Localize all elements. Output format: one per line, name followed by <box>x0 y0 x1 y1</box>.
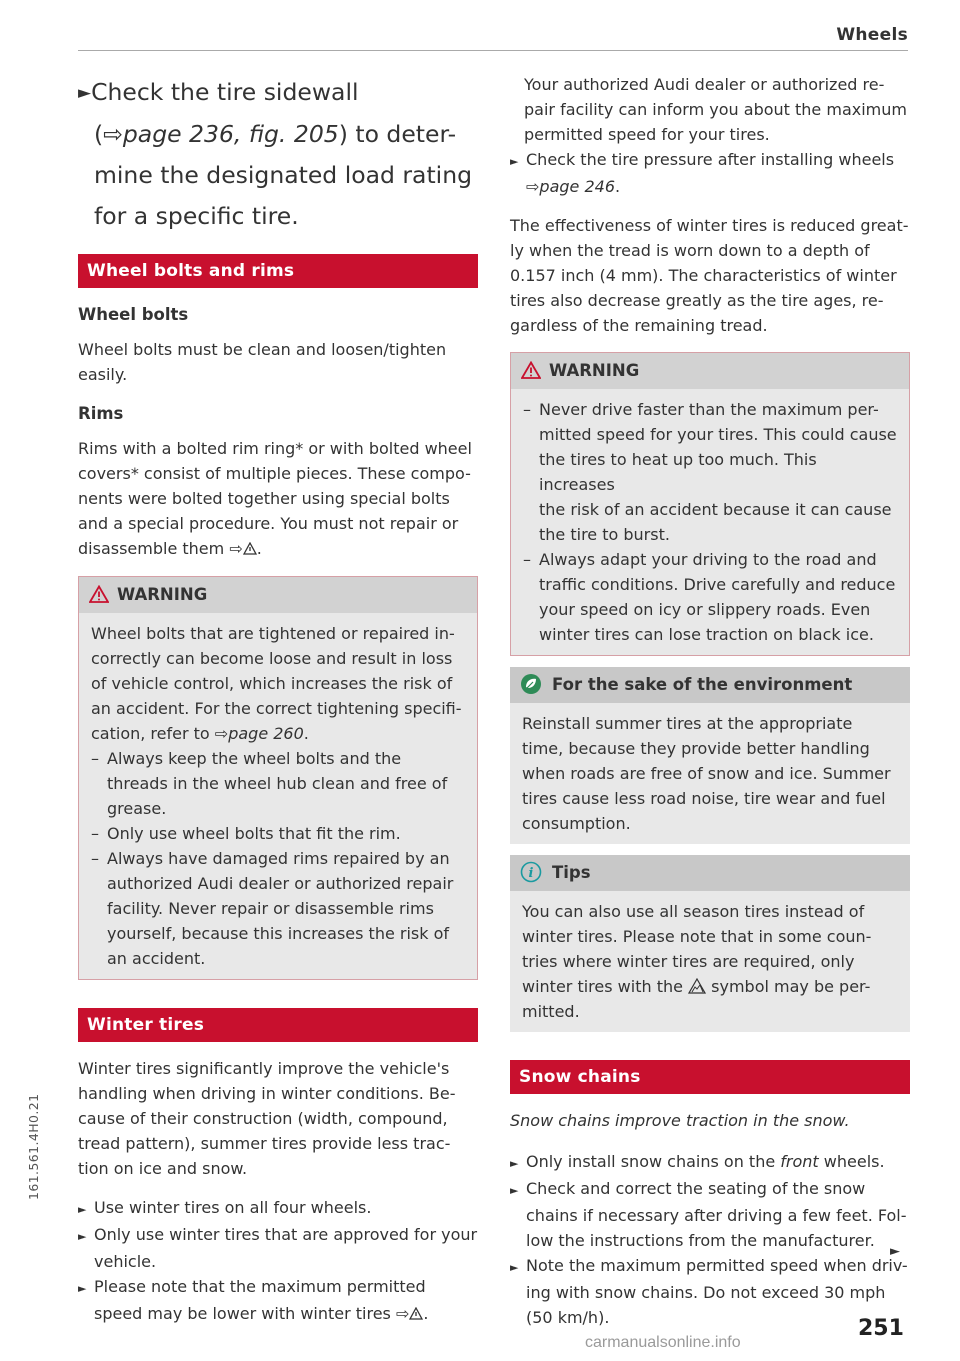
left-column: ►Check the tire sidewall (⇨page 236, fig. 205) to deter- mine the designated load rating for a specific tire. Wheel bolts and rims Wheel bolts Wheel bolts must be clean and loosen/tighten easily. Rims Rims with a bolted rim ring* or with bolted wheel covers* consist of multiple pieces. These compo- nents were bolted together using special bolts and a special procedure. You must not repair or disassemble them ⇨ . WARNING Wheel bolts that are tightened or repaired in- correctly can become loose and result in loss of vehicle control, which increases the risk of an accident. For the correct tightening specifi- cation, refer to ⇨page 260. – Always keep the wheel bolts and the threads in the wheel hub clean and free of grease. – Only use wheel bolts that fit the rim. – Always have damaged rims repaired by an authorized Audi dealer or authorized repair facility. Never repair or disassemble rims yourself, because this increases the risk of an accident. Winter tires Winter tires significantly improve the vehicle's handling when driving in winter conditions. Be- cause of their construction (width, compound, tread pattern), summer tires provide less trac- tion on ice and snow. ► Use winter tires on all four wheels. ► Only use winter tires that are approved for your vehicle. ► Please note that the maximum permitted speed may be lower with winter tires ⇨ . <box>78 72 478 1326</box>
list-item: – Never drive faster than the maximum per- <box>523 400 879 419</box>
page-ref-link[interactable]: page 246 <box>539 177 615 196</box>
page-ref-link[interactable]: page 236, fig. 205 <box>122 120 339 148</box>
environment-leaf-icon <box>520 673 542 695</box>
ref-arrow-icon: ⇨ <box>214 724 229 743</box>
list-item: ► Check and correct the seating of the snow <box>510 1176 910 1203</box>
ref-arrow-icon: ⇨ <box>395 1304 410 1323</box>
bullet-arrow-icon: ► <box>78 1203 87 1216</box>
warning-title: WARNING <box>117 585 208 604</box>
list-item: ► Check the tire pressure after installing wheels <box>510 147 910 174</box>
bullet-arrow-icon: ► <box>78 1230 87 1243</box>
watermark: carmanualsonline.info <box>585 1334 741 1351</box>
winter-tire-symbol-icon <box>688 978 706 994</box>
bullet-arrow-icon: ► <box>78 1282 87 1295</box>
winter-tires-text: Winter tires significantly improve the vehicle's handling when driving in winter conditions. Be- cause of their construction (width, compound, tread pattern), summer tires provide less trac- tion on ice and snow. <box>78 1059 456 1178</box>
winter-effect-text: The effectiveness of winter tires is reduced great- ly when the tread is worn down to a depth of 0.157 inch (4 mm). The characteristics of winter tires also decrease greatly as the tire ages, re- gardless of the remaining tread. <box>510 216 909 335</box>
warning-box-winter-tires: WARNING – Never drive faster than the maximum per- mitted speed for your tires. This could cause the tires to heat up too much. This increases the risk of an accident because it can cause the tire to burst. – Always adapt your driving to the road and traffic conditions. Drive carefully and reduce your speed on icy or slippery roads. Even winter tires can lose traction on black ice. <box>510 352 910 656</box>
winter-tires-bullets: ► Use winter tires on all four wheels. ► Only use winter tires that are approved for your vehicle. ► Please note that the maximum permitted speed may be lower with winter tires ⇨ . <box>78 1195 478 1326</box>
list-item: ► Please note that the maximum permitted <box>78 1274 478 1301</box>
warning-box-wheel-bolts: WARNING Wheel bolts that are tightened or repaired in- correctly can become loose and result in loss of vehicle control, which increases the risk of an accident. For the correct tightening specifi- cation, refer to ⇨page 260. – Always keep the wheel bolts and the threads in the wheel hub clean and free of grease. – Only use wheel bolts that fit the rim. – Always have damaged rims repaired by an authorized Audi dealer or authorized repair facility. Never repair or disassemble rims yourself, because this increases the risk of an accident. <box>78 576 478 980</box>
page-number: 251 <box>858 1316 904 1341</box>
list-item: – Always keep the wheel bolts and the <box>91 749 402 768</box>
list-item: ► Use winter tires on all four wheels. <box>78 1195 478 1222</box>
list-item: – Always adapt your driving to the road and <box>523 550 877 569</box>
section-title-winter-tires: Winter tires <box>78 1008 478 1042</box>
list-item: ► Note the maximum permitted speed when driv- <box>510 1253 910 1280</box>
section-title-snow-chains: Snow chains <box>510 1060 910 1094</box>
snow-chains-bullets: ► Only install snow chains on the front wheels. ► Check and correct the seating of the snow chains if necessary after driving a few feet. Fol- low the instructions from the manufacturer. ► Note the maximum permitted speed when driv- ing with snow chains. Do not exceed 30 mph (50 km/h). <box>510 1149 910 1330</box>
info-circle-icon <box>520 861 542 883</box>
environment-box: For the sake of the environment Reinstall summer tires at the appropriate time, because they provide better handling when roads are free of snow and ice. Summer tires cause less road noise, tire wear and fuel consumption. <box>510 667 910 844</box>
intro-instruction: ►Check the tire sidewall (⇨page 236, fig. 205) to deter- mine the designated load rating for a specific tire. <box>78 72 478 237</box>
intro-line-a: Check the tire sidewall <box>91 78 359 106</box>
svg-text:i: i <box>528 866 534 881</box>
warning-triangle-icon[interactable] <box>409 1307 423 1320</box>
list-item: ► Only use winter tires that are approved for your <box>78 1222 478 1249</box>
page-ref-link[interactable]: page 260 <box>228 724 304 743</box>
snow-chains-subtitle: Snow chains improve traction in the snow. <box>510 1111 850 1130</box>
ref-arrow-icon: ⇨ <box>103 120 123 148</box>
bullet-arrow-icon: ► <box>510 1157 519 1170</box>
tips-title: Tips <box>552 863 591 882</box>
warning-triangle-icon[interactable] <box>243 542 257 555</box>
ref-arrow-icon: ⇨ <box>229 539 243 558</box>
ref-arrow-icon: ⇨ <box>526 177 540 196</box>
continue-arrow-icon: ► <box>890 1244 900 1259</box>
bullet-arrow-icon: ► <box>78 83 92 103</box>
bullet-arrow-icon: ► <box>510 1261 519 1274</box>
environment-title: For the sake of the environment <box>552 675 853 694</box>
subheading-rims: Rims <box>78 404 124 423</box>
header-rule <box>78 50 908 51</box>
list-item: ► Only install snow chains on the front wheels. <box>510 1149 910 1176</box>
subheading-wheel-bolts: Wheel bolts <box>78 305 189 324</box>
header-title: Wheels <box>836 25 908 45</box>
intro-line-c: mine the designated load rating <box>94 161 473 189</box>
warning-triangle-icon <box>521 361 541 379</box>
intro-line-d: for a specific tire. <box>94 202 299 230</box>
warning-title: WARNING <box>549 361 640 380</box>
list-item: – Always have damaged rims repaired by an <box>91 849 450 868</box>
section-title-wheel-bolts-rims: Wheel bolts and rims <box>78 254 478 288</box>
bullet-arrow-icon: ► <box>510 155 519 168</box>
tips-box: i Tips You can also use all season tires instead of winter tires. Please note that in some coun- tries where winter tires are required, only winter tires with the symbol may be per- mitted. <box>510 855 910 1032</box>
warning-triangle-icon <box>89 585 109 603</box>
list-item: – Only use wheel bolts that fit the rim. <box>91 824 401 843</box>
right-column: Your authorized Audi dealer or authorized re- pair facility can inform you about the maximum permitted speed for your tires. ► Check the tire pressure after installing wheels ⇨page 246. The effectiveness of winter tires is reduced great- ly when the tread is worn down to a depth of 0.157 inch (4 mm). The characteristics of winter tires also decrease greatly as the tire ages, re- gardless of the remaining tread. WARNING – Never drive faster than the maximum per- mitted speed for your tires. This could cause the tires to heat up too much. This increases the risk of an accident because it can cause the tire to burst. – Always adapt your driving to the road and traffic conditions. Drive carefully and reduce your speed on icy or slippery roads. Even winter tires can lose traction on black ice. For the sake of the environment Reinstall summer tires at the appropriate time, because they provide better handling when roads are free of snow and ice. Summer tires cause less road noise, tire wear and fuel consumption. i Tips You can also use all season tires instead of winter tires. Please note that in some coun- tries where winter tires are required, only winter tires with the symbol may be per- mitted. Snow chains Snow chains improve traction in the snow. ► Only install snow chains on the front wheels. ► Check and correct the seating of the snow chains if necessary after driving a few feet. Fol- low the instructions from the manufacturer. ► Note the maximum permitted speed when driv- ing with snow chains. Do not exceed 30 mph (50 km/h). <box>510 72 910 1330</box>
side-code: 161.561.4H0.21 <box>26 1093 41 1200</box>
bullet-arrow-icon: ► <box>510 1184 519 1197</box>
